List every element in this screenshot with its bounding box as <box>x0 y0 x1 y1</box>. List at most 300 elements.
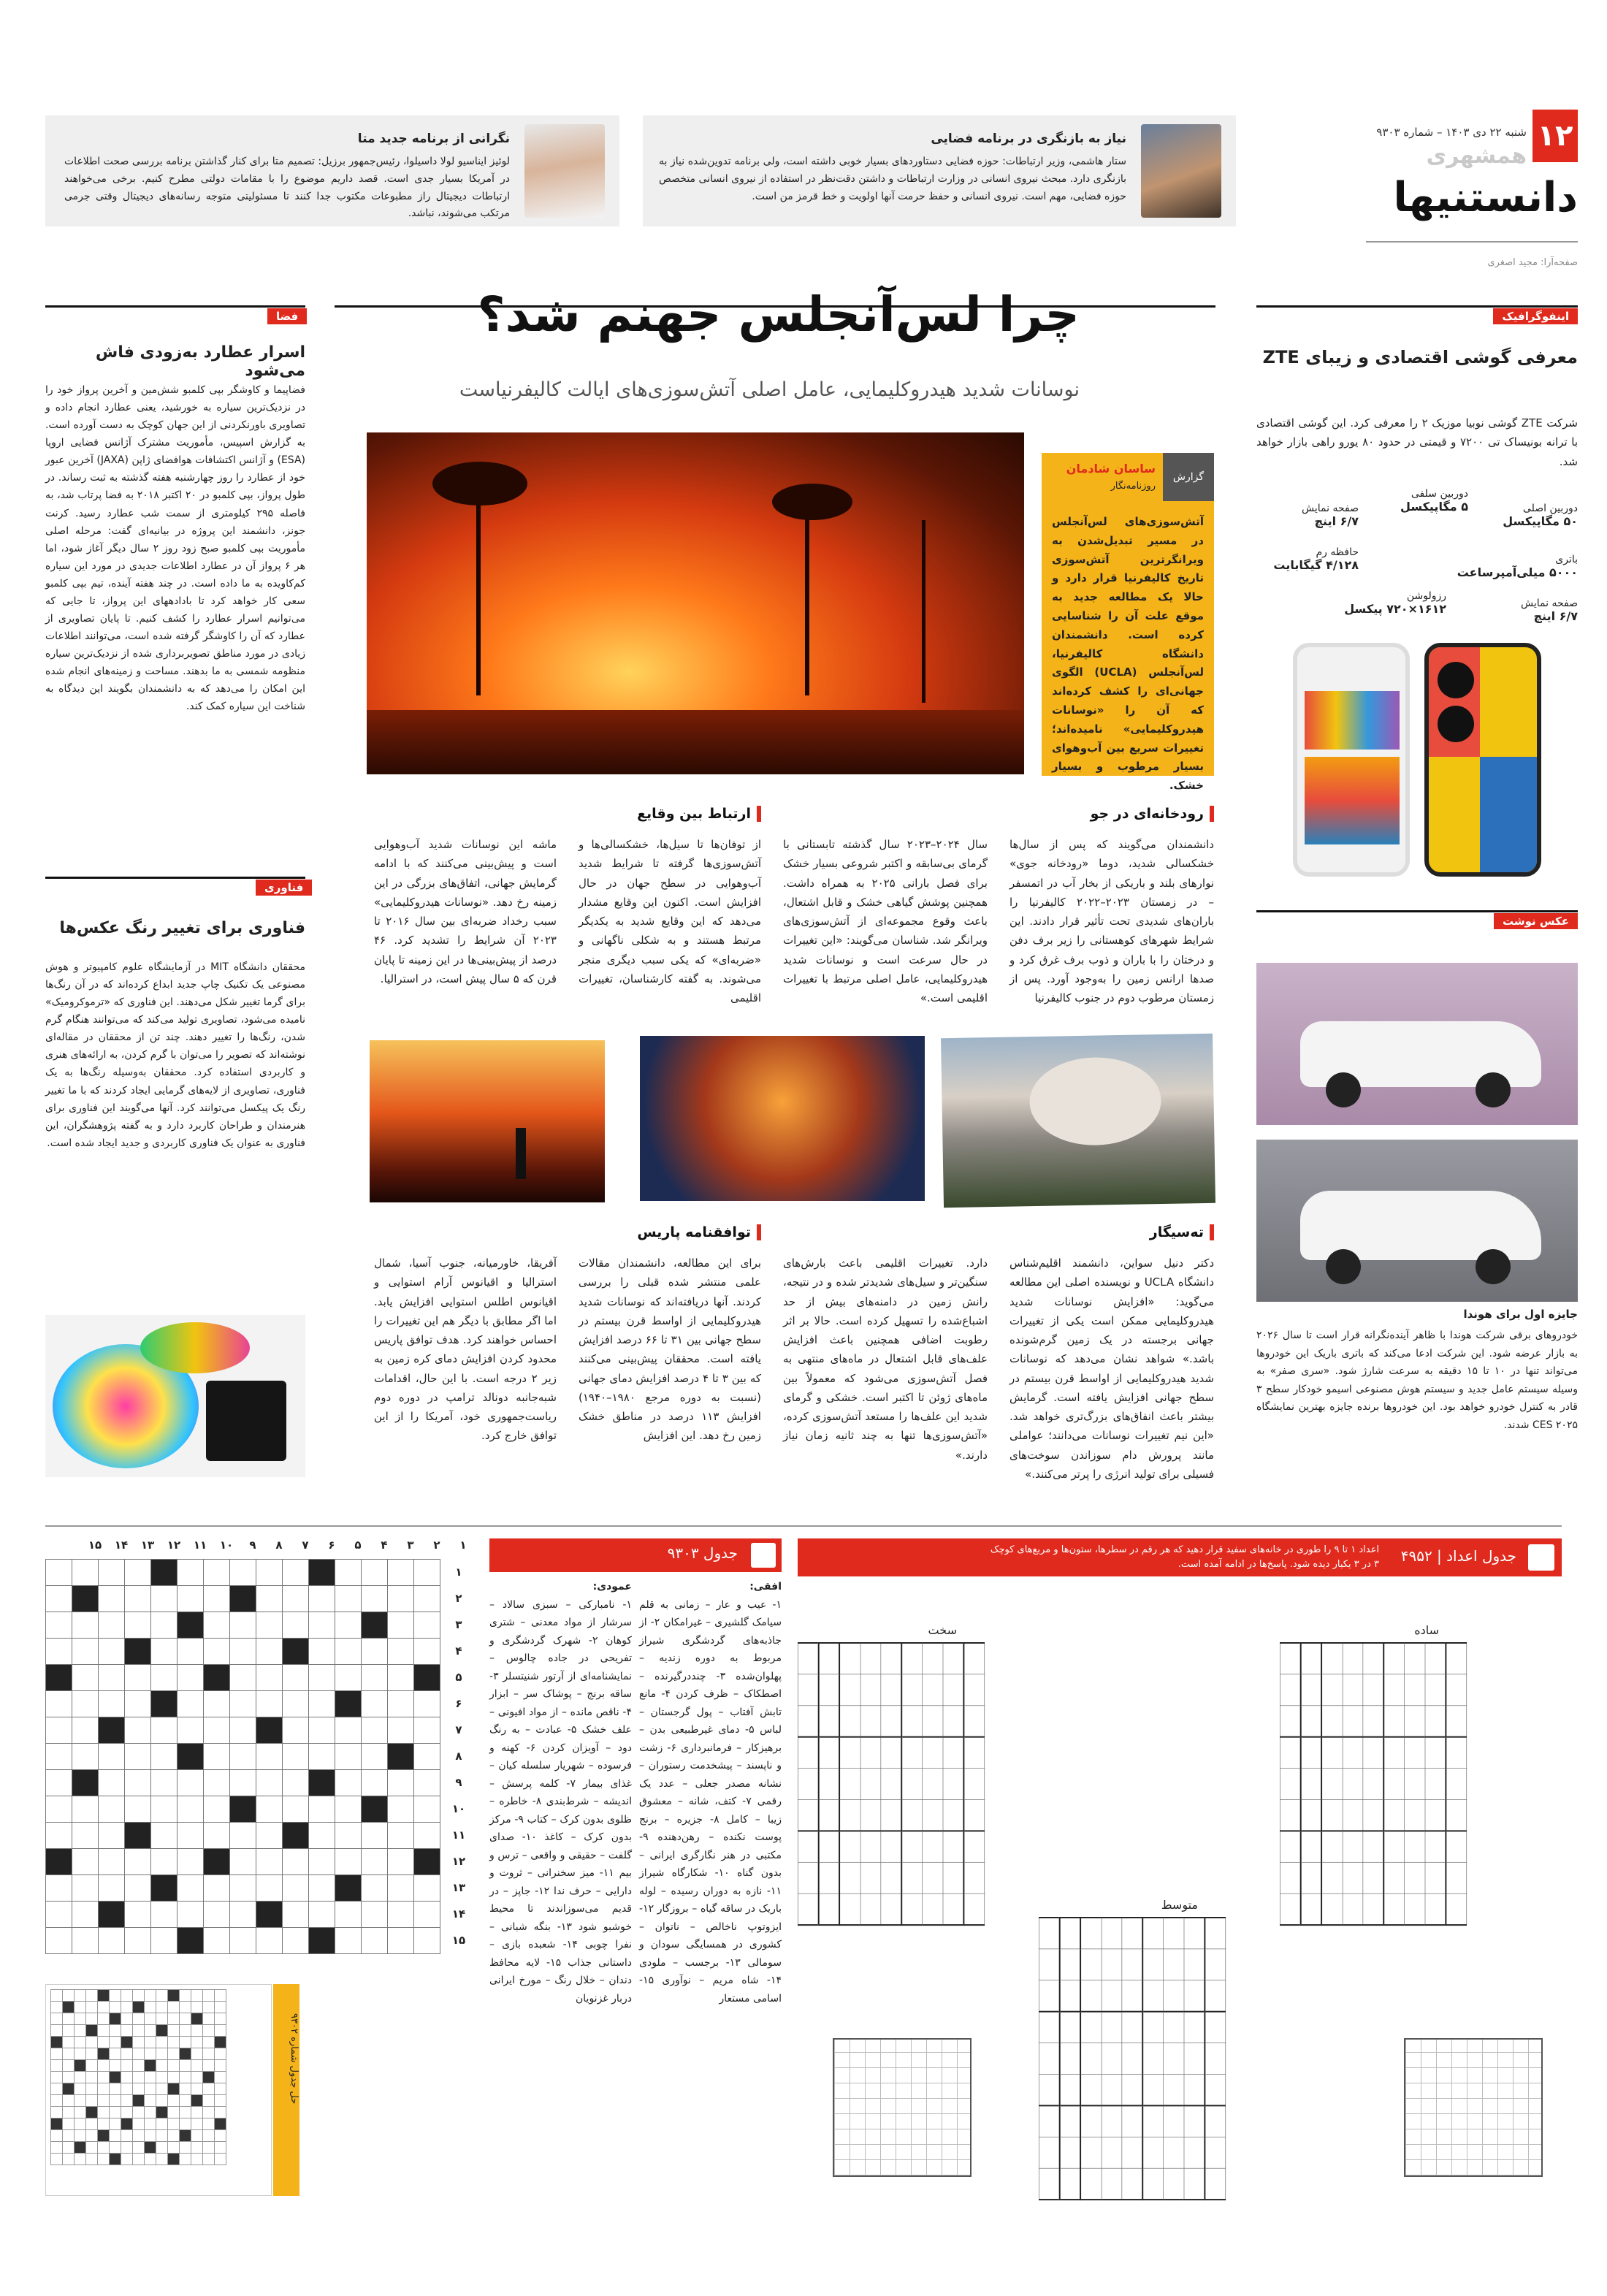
sudoku-cell[interactable] <box>1142 1980 1163 2012</box>
sudoku-cell[interactable] <box>1280 1737 1300 1769</box>
sudoku-cell[interactable] <box>1446 1643 1466 1674</box>
crossword-cell <box>388 1770 414 1796</box>
sudoku-cell[interactable] <box>901 1799 922 1831</box>
sudoku-cell[interactable] <box>1425 1643 1446 1674</box>
crossword-cell <box>72 1560 99 1586</box>
sudoku-cell[interactable] <box>1280 1674 1300 1706</box>
crossword-cell <box>388 1875 414 1902</box>
sudoku-cell[interactable] <box>963 1831 984 1862</box>
sudoku-cell[interactable] <box>943 1737 963 1769</box>
sudoku-cell[interactable] <box>1425 1893 1446 1925</box>
numbers-label: جدول اعداد | ۴۹۵۲ <box>1400 1547 1516 1565</box>
sudoku-cell[interactable] <box>1321 1862 1342 1893</box>
sudoku-cell[interactable] <box>1102 1918 1122 1949</box>
sudoku-cell[interactable] <box>819 1862 840 1893</box>
sudoku-cell[interactable] <box>1164 1980 1184 2012</box>
sudoku-cell[interactable] <box>1343 1769 1363 1800</box>
sudoku-cell[interactable] <box>1039 2105 1059 2137</box>
sudoku-cell[interactable] <box>1205 1980 1225 2012</box>
sudoku-cell[interactable] <box>1080 2137 1101 2168</box>
sudoku-cell[interactable] <box>1301 1674 1322 1706</box>
sudoku-cell[interactable] <box>1301 1706 1322 1737</box>
sudoku-cell[interactable] <box>1425 1862 1446 1893</box>
sudoku-cell[interactable] <box>819 1706 840 1737</box>
sudoku-cell[interactable] <box>881 1706 901 1737</box>
sudoku-cell[interactable] <box>901 1831 922 1862</box>
sudoku-cell[interactable] <box>963 1799 984 1831</box>
photo-news-rule <box>1256 910 1578 912</box>
sudoku-cell[interactable] <box>839 1769 860 1800</box>
sudoku-cell[interactable] <box>1425 1769 1446 1800</box>
sudoku-cell[interactable] <box>819 1799 840 1831</box>
sudoku-cell[interactable] <box>1301 1643 1322 1674</box>
sudoku-cell[interactable] <box>881 1769 901 1800</box>
sudoku-cell[interactable] <box>1060 1949 1081 1980</box>
firefighter-photo <box>370 1040 605 1202</box>
sudoku-cell[interactable] <box>1039 2137 1059 2168</box>
sudoku-cell[interactable] <box>839 1643 860 1674</box>
sudoku-cell[interactable] <box>943 1799 963 1831</box>
sudoku-cell[interactable] <box>1164 1918 1184 1949</box>
sudoku-cell[interactable] <box>1060 2074 1081 2105</box>
sudoku-cell[interactable] <box>839 1862 860 1893</box>
spec-item: صفحه نمایش ۶/۷ اینچ <box>1302 503 1359 528</box>
sudoku-cell[interactable] <box>901 1893 922 1925</box>
sudoku-cell[interactable] <box>1205 1949 1225 1980</box>
sudoku-cell[interactable] <box>1343 1643 1363 1674</box>
mini-cell <box>51 2130 63 2142</box>
sudoku-cell[interactable] <box>881 1862 901 1893</box>
sudoku-cell[interactable] <box>860 1643 881 1674</box>
mini-cell <box>86 2095 98 2107</box>
sudoku-cell[interactable] <box>1363 1706 1383 1737</box>
crossword-cell <box>283 1928 309 1954</box>
sudoku-cell[interactable] <box>943 1893 963 1925</box>
sudoku-cell[interactable] <box>1446 1737 1466 1769</box>
crossword-cell <box>230 1665 256 1691</box>
sudoku-cell[interactable] <box>1383 1862 1404 1893</box>
sudoku-cell[interactable] <box>1080 2043 1101 2075</box>
sudoku-cell[interactable] <box>923 1674 943 1706</box>
subsection-text: دارد. تغییرات اقلیمی باعث بارش‌های سنگین‌تر و سیل‌های شدیدتر شده و در نتیجه، رانش زمین در دامنه‌های بیش از حد اشباع‌شده را تسهیل کرده است. حالا بر اثر رطوبت اضافی همچنین باعث افزایش علف‌های قابل اشتعال در ماه‌های منتهی به فصل آتش‌سوزی می‌شود که معمولاً بین ماه‌های ژوئن تا اکتبر است. خشکی و گرمای شدید این علف‌ها را مستعد آتش‌سوزی کرده، «آتش‌سوزی‌ها تنها به چند ثانیه زمان نیاز دارند.» <box>783 1256 988 1462</box>
sudoku-cell[interactable] <box>943 1862 963 1893</box>
sudoku-cell[interactable] <box>1363 1643 1383 1674</box>
sudoku-level-label: متوسط <box>1161 1898 1198 1912</box>
sudoku-cell[interactable] <box>1405 1674 1425 1706</box>
sudoku-cell[interactable] <box>839 1831 860 1862</box>
sudoku-cell[interactable] <box>1205 2168 1225 2200</box>
sudoku-cell[interactable] <box>1425 1674 1446 1706</box>
sudoku-cell[interactable] <box>923 1706 943 1737</box>
sudoku-cell[interactable] <box>819 1674 840 1706</box>
sudoku-cell[interactable] <box>1080 2168 1101 2200</box>
sudoku-cell[interactable] <box>860 1862 881 1893</box>
sudoku-cell[interactable] <box>1343 1674 1363 1706</box>
sudoku-cell[interactable] <box>1122 2074 1142 2105</box>
sudoku-cell[interactable] <box>1383 1674 1404 1706</box>
sudoku-cell[interactable] <box>1122 1949 1142 1980</box>
sudoku-cell[interactable] <box>1184 1949 1205 1980</box>
mini-cell <box>98 2095 110 2107</box>
sudoku-cell[interactable] <box>1425 1737 1446 1769</box>
sudoku-cell[interactable] <box>1280 1643 1300 1674</box>
sudoku-cell[interactable] <box>1142 2012 1163 2043</box>
sudoku-cell[interactable] <box>1383 1643 1404 1674</box>
sudoku-cell[interactable] <box>819 1893 840 1925</box>
sudoku-cell[interactable] <box>923 1831 943 1862</box>
mini-cell <box>63 2142 75 2154</box>
author-role: روزنامه‌نگار <box>1110 481 1156 492</box>
sudoku-cell[interactable] <box>1321 1799 1342 1831</box>
crossword-cell <box>99 1586 125 1612</box>
sudoku-cell[interactable] <box>1205 2105 1225 2137</box>
sudoku-cell[interactable] <box>798 1643 818 1674</box>
sudoku-cell[interactable] <box>1446 1831 1466 1862</box>
sudoku-cell[interactable] <box>860 1706 881 1737</box>
section-rule <box>1366 241 1578 243</box>
sudoku-cell[interactable] <box>1080 1949 1101 1980</box>
sudoku-cell[interactable] <box>1039 2074 1059 2105</box>
sudoku-cell[interactable] <box>798 1799 818 1831</box>
sudoku-cell[interactable] <box>1184 1918 1205 1949</box>
sudoku-cell[interactable] <box>860 1737 881 1769</box>
sudoku-cell[interactable] <box>1164 1949 1184 1980</box>
sudoku-cell[interactable] <box>1280 1706 1300 1737</box>
sudoku-cell[interactable] <box>819 1769 840 1800</box>
sudoku-cell[interactable] <box>860 1674 881 1706</box>
crossword-cell <box>151 1717 178 1744</box>
sudoku-cell[interactable] <box>798 1893 818 1925</box>
sudoku-cell[interactable] <box>1102 1980 1122 2012</box>
sudoku-cell[interactable] <box>1164 2137 1184 2168</box>
sudoku-cell[interactable] <box>1184 2012 1205 2043</box>
sudoku-cell[interactable] <box>1184 1980 1205 2012</box>
sudoku-cell[interactable] <box>1102 2012 1122 2043</box>
sudoku-cell[interactable] <box>798 1674 818 1706</box>
sudoku-cell[interactable] <box>1060 1980 1081 2012</box>
sudoku-cell[interactable] <box>1205 2137 1225 2168</box>
sudoku-cell[interactable] <box>1142 2074 1163 2105</box>
mini-cell <box>191 2002 203 2013</box>
sudoku-cell[interactable] <box>1039 2012 1059 2043</box>
sudoku-cell[interactable] <box>1039 1918 1059 1949</box>
sudoku-cell[interactable] <box>1321 1831 1342 1862</box>
sudoku-cell[interactable] <box>963 1737 984 1769</box>
mini-cell <box>63 2072 75 2083</box>
crossword-cell <box>46 1586 72 1612</box>
mini-cell <box>75 2060 86 2072</box>
sudoku-cell[interactable] <box>1122 1918 1142 1949</box>
sudoku-cell[interactable] <box>1321 1706 1342 1737</box>
sudoku-cell[interactable] <box>881 1737 901 1769</box>
sudoku-cell[interactable] <box>1405 1769 1425 1800</box>
sudoku-cell[interactable] <box>901 1643 922 1674</box>
sudoku-cell[interactable] <box>1122 2043 1142 2075</box>
sudoku-cell[interactable] <box>1039 1980 1059 2012</box>
sudoku-cell[interactable] <box>839 1674 860 1706</box>
sudoku-cell[interactable] <box>1405 1643 1425 1674</box>
sudoku-cell[interactable] <box>1080 2012 1101 2043</box>
sudoku-cell[interactable] <box>1405 1706 1425 1737</box>
sudoku-cell[interactable] <box>943 1831 963 1862</box>
sudoku-cell[interactable] <box>819 1643 840 1674</box>
sudoku-cell[interactable] <box>1301 1799 1322 1831</box>
sudoku-cell[interactable] <box>1102 2105 1122 2137</box>
crossword-cell <box>388 1612 414 1639</box>
sudoku-cell[interactable] <box>1301 1831 1322 1862</box>
sudoku-cell[interactable] <box>881 1674 901 1706</box>
sudoku-cell[interactable] <box>901 1706 922 1737</box>
sudoku-cell[interactable] <box>1446 1674 1466 1706</box>
sudoku-cell[interactable] <box>1205 2043 1225 2075</box>
sudoku-cell[interactable] <box>1383 1706 1404 1737</box>
sudoku-cell[interactable] <box>1164 2074 1184 2105</box>
space-rule <box>45 305 305 308</box>
crossword-cell <box>230 1717 256 1744</box>
lead-fire-photo <box>367 432 1024 774</box>
sudoku-cell[interactable] <box>1184 2137 1205 2168</box>
sudoku-cell[interactable] <box>1343 1893 1363 1925</box>
sudoku-cell[interactable] <box>1425 1799 1446 1831</box>
sudoku-cell[interactable] <box>839 1799 860 1831</box>
mini-cell <box>168 2130 180 2142</box>
sudoku-cell[interactable] <box>1425 1831 1446 1862</box>
sudoku-cell[interactable] <box>923 1643 943 1674</box>
mini-cell <box>110 2130 121 2142</box>
sudoku-cell[interactable] <box>1405 1799 1425 1831</box>
numbers-header <box>798 1538 1562 1576</box>
sudoku-cell[interactable] <box>839 1706 860 1737</box>
crossword-cell <box>309 1665 335 1691</box>
sudoku-cell[interactable] <box>1363 1862 1383 1893</box>
sudoku-cell[interactable] <box>1383 1769 1404 1800</box>
sudoku-cell[interactable] <box>1122 2137 1142 2168</box>
sudoku-cell[interactable] <box>963 1893 984 1925</box>
sudoku-cell[interactable] <box>1142 2105 1163 2137</box>
crossword-cell <box>388 1717 414 1744</box>
sudoku-cell[interactable] <box>1301 1737 1322 1769</box>
sudoku-cell[interactable] <box>798 1706 818 1737</box>
crossword-logo-icon <box>751 1543 776 1568</box>
sudoku-cell[interactable] <box>881 1799 901 1831</box>
sudoku-cell[interactable] <box>860 1799 881 1831</box>
sudoku-cell[interactable] <box>1184 2168 1205 2200</box>
sudoku-cell[interactable] <box>1164 2168 1184 2200</box>
sudoku-cell[interactable] <box>1060 2043 1081 2075</box>
sudoku-cell[interactable] <box>923 1799 943 1831</box>
sudoku-cell[interactable] <box>1102 2168 1122 2200</box>
sudoku-cell[interactable] <box>1184 2105 1205 2137</box>
sudoku-cell[interactable] <box>860 1893 881 1925</box>
sudoku-cell[interactable] <box>798 1769 818 1800</box>
sudoku-cell[interactable] <box>1205 2012 1225 2043</box>
sudoku-cell[interactable] <box>1060 2137 1081 2168</box>
sudoku-cell[interactable] <box>1363 1769 1383 1800</box>
sudoku-cell[interactable] <box>1080 1918 1101 1949</box>
sudoku-cell[interactable] <box>1122 2012 1142 2043</box>
sudoku-cell[interactable] <box>1383 1799 1404 1831</box>
sudoku-cell[interactable] <box>943 1706 963 1737</box>
sudoku-cell[interactable] <box>881 1643 901 1674</box>
mini-cell <box>121 2025 133 2037</box>
crossword-cell <box>335 1586 362 1612</box>
sudoku-cell[interactable] <box>1039 2168 1059 2200</box>
sudoku-cell[interactable] <box>1301 1862 1322 1893</box>
sudoku-cell[interactable] <box>1205 2074 1225 2105</box>
sudoku-cell[interactable] <box>1446 1769 1466 1800</box>
sudoku-cell[interactable] <box>1343 1831 1363 1862</box>
crossword-cell <box>151 1639 178 1665</box>
mini-cell <box>86 2154 98 2165</box>
sudoku-cell[interactable] <box>819 1737 840 1769</box>
sudoku-cell[interactable] <box>1363 1674 1383 1706</box>
crossword-cell <box>46 1717 72 1744</box>
sudoku-cell[interactable] <box>1060 2105 1081 2137</box>
sudoku-cell[interactable] <box>1446 1799 1466 1831</box>
sudoku-cell[interactable] <box>1184 2043 1205 2075</box>
sudoku-cell[interactable] <box>1321 1737 1342 1769</box>
sudoku-cell[interactable] <box>901 1862 922 1893</box>
mini-cell <box>110 2142 121 2154</box>
sudoku-cell[interactable] <box>1142 2137 1163 2168</box>
sudoku-cell[interactable] <box>901 1674 922 1706</box>
sudoku-cell[interactable] <box>1080 1980 1101 2012</box>
sudoku-cell[interactable] <box>1102 2074 1122 2105</box>
sudoku-cell[interactable] <box>1343 1862 1363 1893</box>
sudoku-cell[interactable] <box>1343 1799 1363 1831</box>
sudoku-cell[interactable] <box>839 1893 860 1925</box>
sudoku-cell[interactable] <box>923 1737 943 1769</box>
sudoku-cell[interactable] <box>963 1706 984 1737</box>
sudoku-cell[interactable] <box>1184 2074 1205 2105</box>
sudoku-cell[interactable] <box>1383 1893 1404 1925</box>
mini-cell <box>168 2095 180 2107</box>
sudoku-cell[interactable] <box>1039 1949 1059 1980</box>
sudoku-cell[interactable] <box>1363 1831 1383 1862</box>
sudoku-cell[interactable] <box>923 1769 943 1800</box>
sudoku-cell[interactable] <box>901 1769 922 1800</box>
sudoku-cell[interactable] <box>1164 2012 1184 2043</box>
sudoku-cell[interactable] <box>1363 1893 1383 1925</box>
sudoku-cell[interactable] <box>1280 1769 1300 1800</box>
sudoku-cell[interactable] <box>819 1831 840 1862</box>
sudoku-cell[interactable] <box>1321 1674 1342 1706</box>
sudoku-cell[interactable] <box>1080 2105 1101 2137</box>
sudoku-cell[interactable] <box>798 1737 818 1769</box>
mini-cell <box>133 2060 145 2072</box>
sudoku-cell[interactable] <box>1142 2168 1163 2200</box>
sudoku-cell[interactable] <box>1363 1737 1383 1769</box>
crossword-cell <box>309 1612 335 1639</box>
sudoku-cell[interactable] <box>881 1893 901 1925</box>
sudoku-cell[interactable] <box>963 1862 984 1893</box>
sudoku-cell[interactable] <box>1363 1799 1383 1831</box>
sudoku-cell[interactable] <box>1205 1918 1225 1949</box>
sudoku-cell[interactable] <box>798 1831 818 1862</box>
crossword-cell <box>335 1902 362 1928</box>
sudoku-cell[interactable] <box>1405 1737 1425 1769</box>
sudoku-cell[interactable] <box>1060 2012 1081 2043</box>
crossword-cell <box>335 1770 362 1796</box>
crossword-cell <box>151 1823 178 1849</box>
sudoku-cell[interactable] <box>1080 2074 1101 2105</box>
sudoku-cell[interactable] <box>1321 1893 1342 1925</box>
sudoku-cell[interactable] <box>1301 1769 1322 1800</box>
sudoku-cell[interactable] <box>1060 1918 1081 1949</box>
sudoku-cell[interactable] <box>1102 2137 1122 2168</box>
sudoku-medium-cells <box>1039 1917 1226 2200</box>
sudoku-cell[interactable] <box>1425 1706 1446 1737</box>
sudoku-cell[interactable] <box>901 1737 922 1769</box>
sudoku-cell[interactable] <box>963 1674 984 1706</box>
sudoku-cell[interactable] <box>1102 1949 1122 1980</box>
sudoku-cell[interactable] <box>1142 2043 1163 2075</box>
crossword-cell <box>414 1639 440 1665</box>
sudoku-cell[interactable] <box>1321 1769 1342 1800</box>
sudoku-cell[interactable] <box>943 1674 963 1706</box>
sudoku-cell[interactable] <box>1122 2168 1142 2200</box>
sudoku-cell[interactable] <box>1446 1893 1466 1925</box>
sudoku-cell[interactable] <box>860 1831 881 1862</box>
sudoku-cell[interactable] <box>1060 2168 1081 2200</box>
sudoku-cell[interactable] <box>1321 1643 1342 1674</box>
sudoku-cell[interactable] <box>1142 1949 1163 1980</box>
mini-cell <box>121 2107 133 2118</box>
crossword-cell <box>125 1902 151 1928</box>
sudoku-cell[interactable] <box>1405 1831 1425 1862</box>
crossword-cell <box>414 1796 440 1823</box>
sudoku-cell[interactable] <box>943 1643 963 1674</box>
sudoku-cell[interactable] <box>1142 1918 1163 1949</box>
mini-cell <box>145 2048 156 2060</box>
crossword-cell <box>335 1849 362 1875</box>
sudoku-cell[interactable] <box>1383 1737 1404 1769</box>
sudoku-cell[interactable] <box>1280 1862 1300 1893</box>
crossword-cell <box>151 1902 178 1928</box>
subsection-title: ارتباط بین وقایع <box>637 806 761 822</box>
sudoku-cell[interactable] <box>1039 2043 1059 2075</box>
sudoku-cell[interactable] <box>1164 2043 1184 2075</box>
sudoku-cell[interactable] <box>943 1769 963 1800</box>
sudoku-cell[interactable] <box>1446 1706 1466 1737</box>
sudoku-cell[interactable] <box>963 1769 984 1800</box>
sudoku-cell[interactable] <box>963 1643 984 1674</box>
crossword-cell <box>72 1796 99 1823</box>
mini-cell <box>203 2002 215 2013</box>
sudoku-cell[interactable] <box>1343 1706 1363 1737</box>
sudoku-cell[interactable] <box>1280 1831 1300 1862</box>
crossword-cell <box>204 1928 230 1954</box>
sudoku-cell[interactable] <box>860 1769 881 1800</box>
sudoku-cell[interactable] <box>1122 1980 1142 2012</box>
sudoku-cell[interactable] <box>1405 1862 1425 1893</box>
portrait-hashemi <box>1141 124 1221 218</box>
sudoku-cell[interactable] <box>1405 1893 1425 1925</box>
sudoku-cell[interactable] <box>1446 1862 1466 1893</box>
sudoku-cell[interactable] <box>1164 2105 1184 2137</box>
sudoku-cell[interactable] <box>923 1893 943 1925</box>
sudoku-cell[interactable] <box>839 1737 860 1769</box>
sudoku-cell[interactable] <box>923 1862 943 1893</box>
sudoku-cell[interactable] <box>881 1831 901 1862</box>
spec-item: صفحه نمایش ۶/۷ اینچ <box>1521 598 1578 623</box>
sudoku-cell[interactable] <box>1280 1799 1300 1831</box>
sudoku-cell[interactable] <box>1383 1831 1404 1862</box>
sudoku-cell[interactable] <box>1343 1737 1363 1769</box>
sudoku-cell[interactable] <box>1102 2043 1122 2075</box>
sudoku-cell[interactable] <box>798 1862 818 1893</box>
sudoku-cell[interactable] <box>1122 2105 1142 2137</box>
